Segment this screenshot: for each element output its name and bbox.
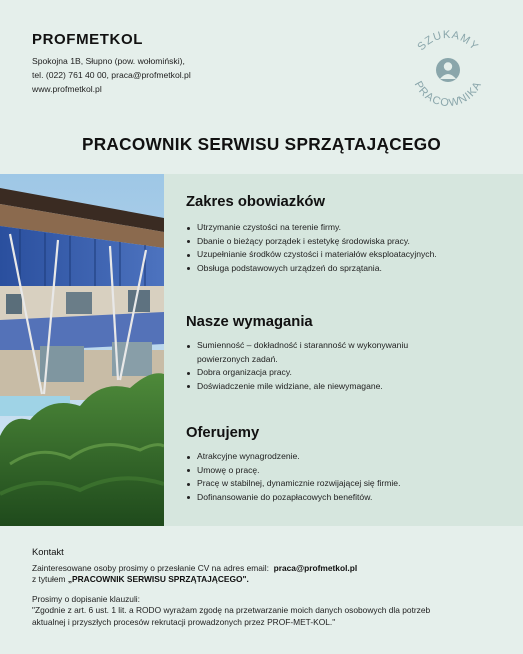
list-item: Dofinansowanie do pozapłacowych benefitów. bbox=[186, 491, 400, 505]
subject-prefix: z tytułem bbox=[32, 574, 66, 584]
list-item: Obsługa podstawowych urządzeń do sprzątania. bbox=[186, 262, 437, 276]
list-item: Uzupełnianie środków czystości i materiałów eksploatacyjnych. bbox=[186, 248, 437, 262]
clause-line-2: aktualnej i przyszłych procesów rekrutacji prowadzonych przez PROF-MET-KOL." bbox=[32, 616, 336, 627]
list-item: Sumienność – dokładność i staranność w wykonywaniu bbox=[186, 339, 408, 353]
svg-text:PRACOWNIKA bbox=[412, 79, 484, 109]
scope-list bbox=[186, 221, 437, 275]
contact-instruction: Zainteresowane osoby prosimy o przesłanie CV na adres email: bbox=[32, 562, 269, 573]
company-phone-email[interactable]: tel. (022) 761 40 00, praca@profmetkol.pl bbox=[32, 70, 191, 80]
contact-line-2 bbox=[32, 574, 502, 586]
contact-line-1 bbox=[32, 563, 502, 575]
contact-email-link[interactable]: praca@profmetkol.pl bbox=[273, 562, 358, 573]
company-address: Spokojna 1B, Słupno (pow. wołomiński), bbox=[32, 56, 185, 66]
requirements-list bbox=[186, 339, 408, 393]
contact-heading: Kontakt bbox=[32, 546, 64, 557]
hiring-stamp bbox=[402, 24, 494, 116]
list-item: Atrakcyjne wynagrodzenie. bbox=[186, 450, 400, 464]
list-item-continuation bbox=[186, 353, 408, 367]
clause-intro: Prosimy o dopisanie klauzuli: bbox=[32, 593, 140, 604]
svg-text:SZUKAMY bbox=[415, 29, 480, 53]
stamp-bottom-text: PRACOWNIKA bbox=[411, 79, 485, 110]
list-item: Umowę o pracę. bbox=[186, 464, 400, 478]
list-item: Dobra organizacja pracy. bbox=[186, 366, 408, 380]
user-icon bbox=[436, 58, 460, 82]
company-info bbox=[32, 54, 191, 96]
subject-title: „PRACOWNIK SERWISU SPRZĄTAJĄCEGO". bbox=[67, 574, 249, 584]
offer-title: Oferujemy bbox=[186, 425, 260, 441]
clause-line-1: "Zgodnie z art. 6 ust. 1 lit. a RODO wyrażam zgodę na przetwarzanie moich danych osobowych dla potrzeb bbox=[32, 605, 431, 615]
offer-list bbox=[186, 450, 400, 504]
building-photo bbox=[0, 174, 164, 526]
scope-title: Zakres obowiazków bbox=[186, 194, 325, 210]
list-item: Dbanie o bieżący porządek i estetykę środowiska pracy. bbox=[186, 235, 437, 249]
contact-section bbox=[32, 546, 502, 628]
continuation-text: powierzonych zadań. bbox=[197, 353, 278, 364]
list-item: Pracę w stabilnej, dynamicznie rozwijającej się firmie. bbox=[186, 477, 400, 491]
list-item: Utrzymanie czystości na terenie firmy. bbox=[186, 221, 437, 235]
company-name: PROFMETKOL bbox=[32, 31, 143, 48]
requirements-title: Nasze wymagania bbox=[186, 314, 313, 330]
spacer bbox=[32, 586, 502, 594]
company-website[interactable]: www.profmetkol.pl bbox=[32, 84, 102, 94]
list-item: Doświadczenie mile widziane, ale niewymagane. bbox=[186, 380, 408, 394]
job-title: PRACOWNIK SERWISU SPRZĄTAJĄCEGO bbox=[81, 134, 442, 154]
stamp-top-text: SZUKAMY bbox=[415, 28, 481, 54]
